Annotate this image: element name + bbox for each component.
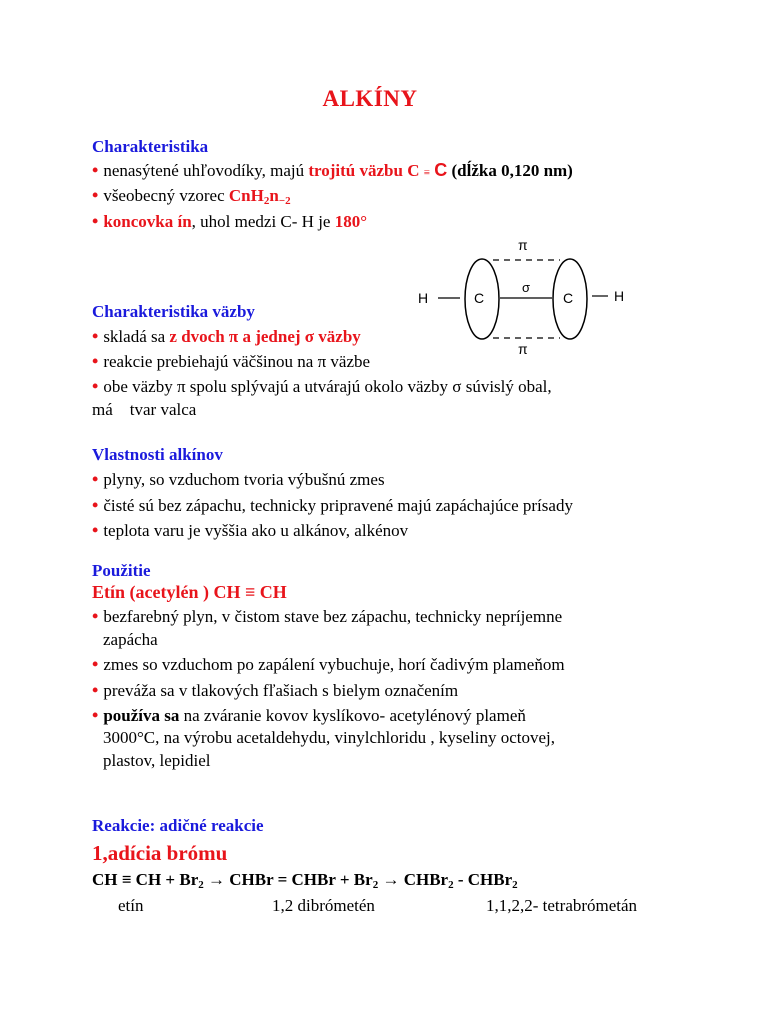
reaction-equation: CH ≡ CH + $Br_2$ → CHBr = CHBr + $Br_2$ → CHBr$_2$ - CHBr$_2$: [92, 870, 518, 891]
bullet: •: [92, 654, 99, 674]
bullet: •: [92, 469, 99, 489]
page-title: ALKÍNY: [322, 86, 418, 111]
compound-name-tetrabromoethane: 1,1,2,2- tetrabrómetán: [486, 896, 638, 915]
bond-line-4: má tvar valca: [92, 400, 197, 419]
section-heading-characteristics: Charakteristika: [92, 137, 209, 156]
section-heading-reactions: Reakcie: adičné reakcie: [92, 816, 264, 835]
bullet: •: [92, 160, 99, 180]
usage-line-2: • zmes so vzduchom po zapálení vybuchuje, horí čadivým plameňom: [92, 654, 565, 674]
reactions-subheading: 1,adícia brómu: [92, 841, 228, 865]
usage-line-4-cont: 3000°C, na výrobu acetaldehydu, vinylchloridu , kyseliny octovej,: [103, 728, 556, 747]
atom-h-left: H: [418, 290, 429, 306]
section-heading-usage: Použitie: [92, 561, 151, 580]
section-heading-properties: Vlastnosti alkínov: [92, 445, 223, 464]
section-heading-bond: Charakteristika väzby: [92, 302, 255, 321]
bullet: •: [92, 606, 99, 626]
bullet: •: [92, 520, 99, 540]
bullet: •: [92, 351, 99, 371]
properties-line-2: • čisté sú bez zápachu, technicky pripravené majú zapáchajúce prísady: [92, 495, 573, 515]
properties-line-1: • plyny, so vzduchom tvoria výbušnú zmes: [92, 469, 385, 489]
usage-line-1-cont: zapácha: [103, 630, 158, 649]
bullet: •: [92, 680, 99, 700]
usage-line-4: • používa sa na zváranie kovov kyslíkovo- acetylénový plameň: [92, 705, 526, 725]
label-sigma: σ: [522, 280, 531, 295]
bond-line-2: • reakcie prebiehajú väčšinou na π väzbe: [92, 351, 371, 371]
atom-c-right: C: [563, 290, 574, 306]
properties-line-3: • teplota varu je vyššia ako u alkánov, alkénov: [92, 520, 409, 540]
bullet: •: [92, 185, 99, 205]
label-pi-bottom: π: [518, 341, 528, 357]
characteristics-line-1: • nenasýtené uhľovodíky, majú trojitú väzbu C ≡ C (dĺžka 0,120 nm): [92, 160, 573, 180]
bullet: •: [92, 495, 99, 515]
label-pi-top: π: [518, 237, 528, 253]
compound-name-dibromoethene: 1,2 dibrómetén: [272, 896, 375, 915]
characteristics-line-3: • koncovka ín, uhol medzi C- H je 180°: [92, 211, 368, 231]
atom-c-left: C: [474, 290, 485, 306]
usage-line-1: • bezfarebný plyn, v čistom stave bez zápachu, technicky nepríjemne: [92, 606, 563, 626]
characteristics-line-2: • všeobecný vzorec $CnH_2n_{-2}$: [92, 185, 291, 207]
usage-subheading: Etín (acetylén ) CH ≡ CH: [92, 582, 287, 602]
compound-name-ethyne: etín: [118, 896, 144, 915]
bond-line-3: • obe väzby π spolu splývajú a utvárajú okolo väzby σ súvislý obal,: [92, 376, 552, 396]
bullet: •: [92, 211, 99, 231]
triple-bond-diagram: [410, 232, 650, 362]
bullet: •: [92, 705, 99, 725]
atom-h-right: H: [614, 288, 625, 304]
usage-line-3: • preváža sa v tlakových fľašiach s bielym označením: [92, 680, 459, 700]
usage-line-4-cont-2: plastov, lepidiel: [103, 751, 211, 770]
bullet: •: [92, 326, 99, 346]
bond-line-1: • skladá sa z dvoch π a jednej σ väzby: [92, 326, 361, 346]
bullet: •: [92, 376, 99, 396]
